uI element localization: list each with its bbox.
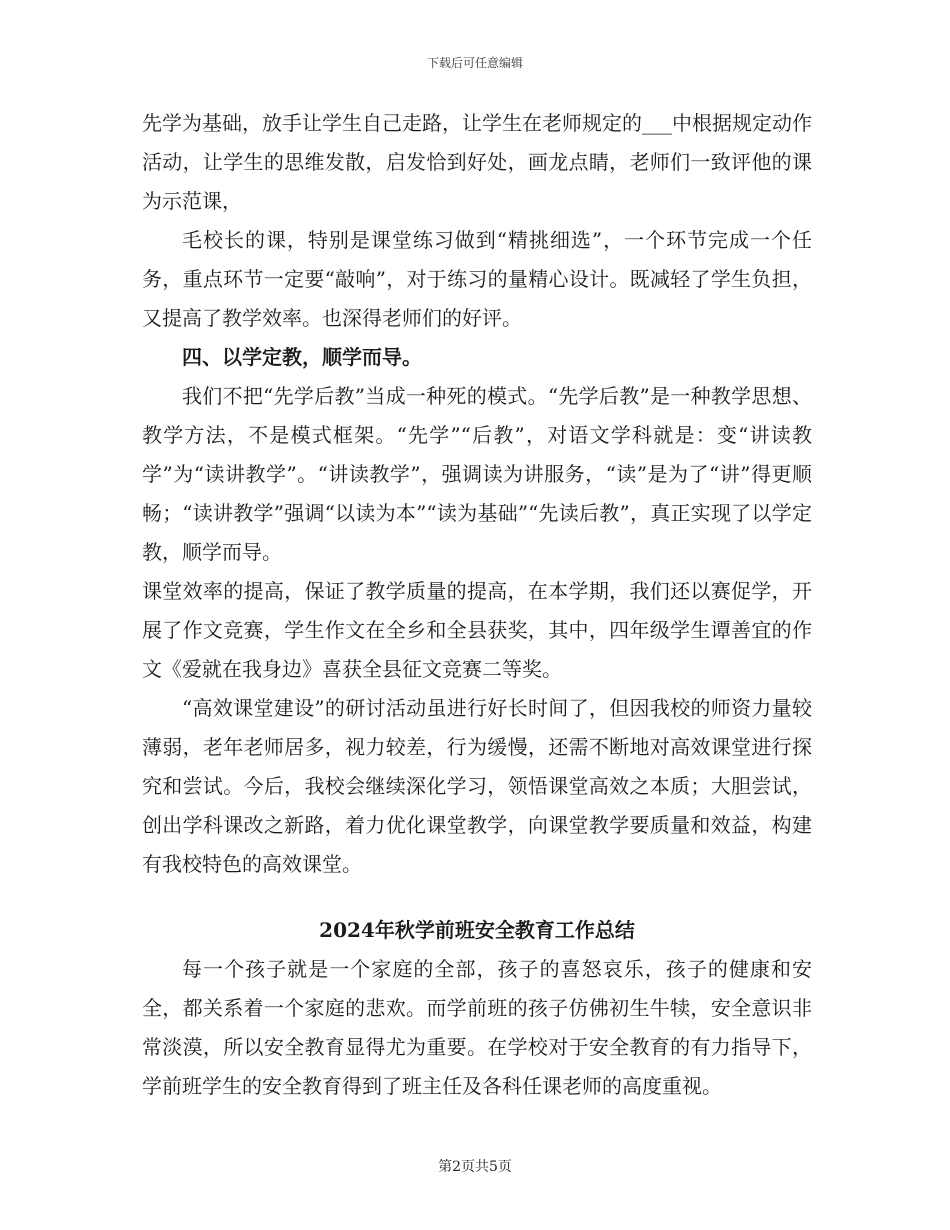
paragraph-safety-intro: 每一个孩子就是一个家庭的全部，孩子的喜怒哀乐，孩子的健康和安全，都关系着一个家庭的悲欢。而学前班的孩子仿佛初生牛犊，安全意识非常淡漠，所以安全教育显得尤为重要。在学校对于安全教育的有力指导下，学前班学生的安全教育得到了班主任及各科任课老师的高度重视。 xyxy=(142,957,812,1098)
paragraph-efficient-classroom: “高效课堂建设”的研讨活动虽进行好长时间了，但因我校的师资力量较薄弱，老年老师居多，视力较差，行为缓慢，还需不断地对高效课堂进行探究和尝试。今后，我校会继续深化学习，领悟课堂高效之本质；大胆尝试，创出学科课改之新路，着力优化课堂教学，向课堂教学要质量和效益，构建有我校特色的高效课堂。 xyxy=(142,696,812,876)
paragraph-teaching-model: 我们不把“先学后教”当成一种死的模式。“先学后教”是一种教学思想、教学方法，不是模式框架。“先学”“后教”，对语文学科就是：变“讲读教学”为“读讲教学”。“讲读教学”，强调读为讲服务，“读”是为了“讲”得更顺畅；“读讲教学”强调“以读为本”“读为基础”“先读后教”，真正实现了以学定教，顺学而导。 xyxy=(142,384,812,564)
page-number: 第2页共5页 xyxy=(438,1159,512,1175)
paragraph-principal-lesson: 毛校长的课，特别是课堂练习做到“精挑细选”，一个环节完成一个任务，重点环节一定要“敲响”，对于练习的量精心设计。既减轻了学生负担，又提高了教学效率。也深得老师们的好评。 xyxy=(142,228,812,330)
document-title: 2024年秋学前班安全教育工作总结 xyxy=(319,918,635,942)
paragraph-demo-lesson: 先学为基础，放手让学生自己走路，让学生在老师规定的___中根据规定动作活动，让学生的思维发散，启发恰到好处，画龙点睛，老师们一致评他的课为示范课， xyxy=(142,111,812,213)
document-body xyxy=(142,104,812,1106)
paragraph-efficiency: 课堂效率的提高，保证了教学质量的提高，在本学期，我们还以赛促学，开展了作文竞赛，学生作文在全乡和全县获奖，其中，四年级学生谭善宜的作文《爱就在我身边》喜获全县征文竞赛二等奖。 xyxy=(142,579,812,681)
page-header: 下载后可任意编辑 xyxy=(426,56,523,70)
section-heading-four: 四、以学定教，顺学而导。 xyxy=(182,345,422,369)
